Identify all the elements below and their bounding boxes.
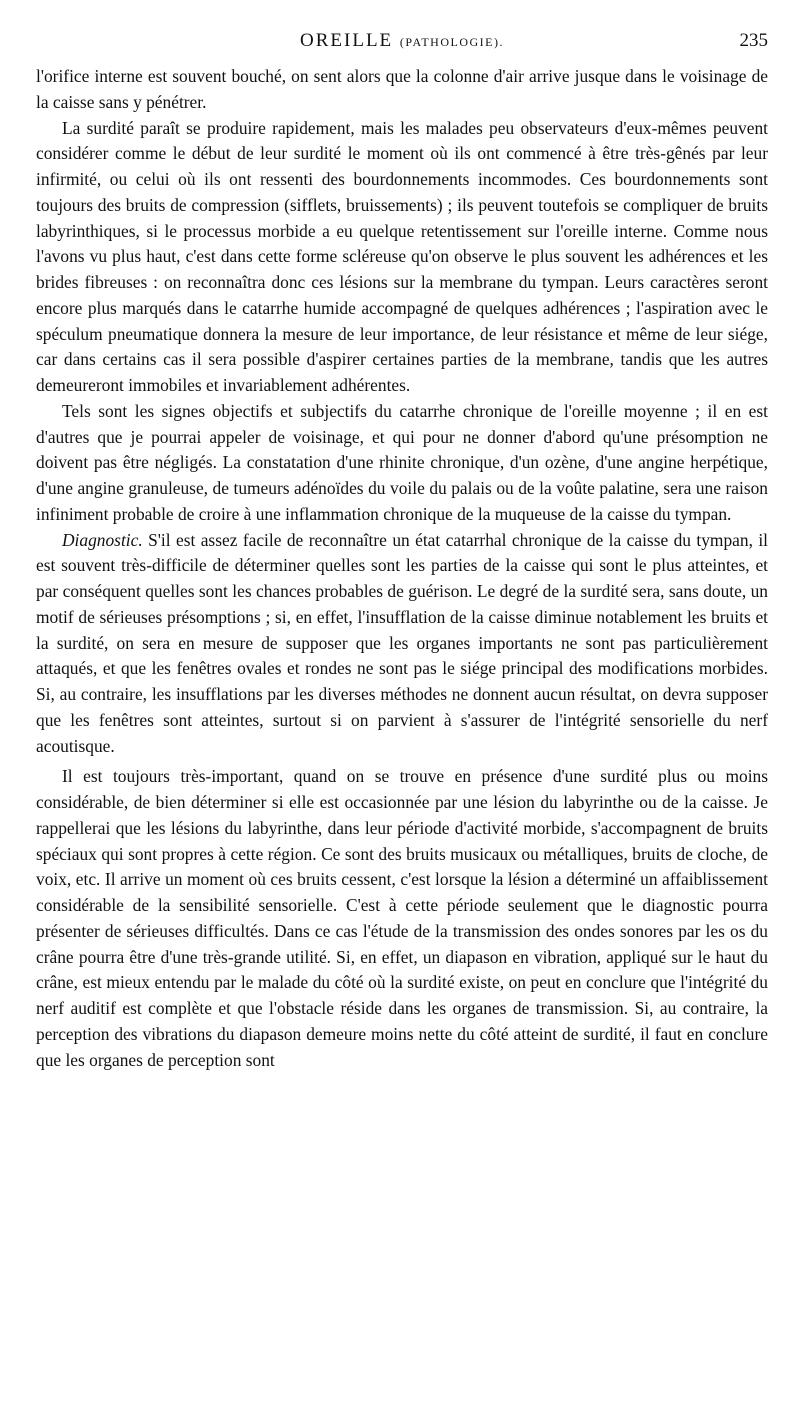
paragraph-diagnostic bbox=[36, 528, 768, 760]
paragraph-surdite: La surdité paraît se produire rapidement, mais les malades peu observateurs d'eux-mêmes peuvent considérer comme le début de leur surdité le moment où ils ont commencé à être très-gênés par leur infirmité, ou celui où ils ont ressenti des bourdonnements incommodes. Ces bourdonnements sont toujours des bruits de compression (sifflets, bruissements) ; ils peuvent toutefois se compliquer de bruits labyrinthiques, si le processus morbide a eu quelque retentissement sur l'oreille interne. Comme nous l'avons vu plus haut, c'est dans cette forme scléreuse qu'on observe le plus souvent les adhérences et les brides fibreuses : on reconnaîtra donc ces lésions sur la membrane du tympan. Leurs caractères seront encore plus marqués dans le catarrhe humide accompagné de quelques adhérences ; l'aspiration avec le spéculum pneumatique donnera la mesure de leur importance, de leur résistance et même de leur siége, car dans certains cas il sera possible d'aspirer certaines parties de la membrane, tandis que les autres demeureront immobiles et invariablement adhérentes. bbox=[36, 117, 768, 395]
paragraph-continued: l'orifice interne est souvent bouché, on sent alors que la colonne d'air arrive jusque dans le voisinage de la caisse sans y pénétrer. bbox=[36, 66, 768, 112]
diagnostic-text: S'il est assez facile de reconnaître un état catarrhal chronique de la caisse du tympan, il est souvent très-difficile de déterminer quelles sont les parties de la caisse qui sont le plus atteintes, et par conséquent quelles sont les chances probables de guérison. Le degré de la surdité sera, sans doute, un motif de sérieuses présomptions ; si, en effet, l'insufflation de la caisse diminue notablement les bruits et la surdité, on sera en mesure de supposer que les organes importants ne sont pas particulièrement attaqués, et que les fenêtres ovales et rondes ne sont pas le siége principal des modifications morbides. Si, au contraire, les insufflations par les diverses méthodes ne donnent aucun résultat, on devra supposer que les fenêtres sont atteintes, surtout si on parvient à s'assurer de l'intégrité sensorielle du nerf acoutisque. bbox=[36, 529, 768, 756]
running-title bbox=[36, 30, 768, 52]
page-number: 235 bbox=[739, 30, 768, 51]
running-header bbox=[36, 30, 768, 56]
paragraph-signes: Tels sont les signes objectifs et subjectifs du catarrhe chronique de l'oreille moyenne ; il en est d'autres que je pourrai appeler de voisinage, et qui pour ne donner d'abord qu'une présomption ne doivent pas être négligés. La constatation d'une rhinite chronique, d'un ozène, d'une angine herpétique, d'une angine granuleuse, de tumeurs adénoïdes du voile du palais ou de la voûte palatine, sera une raison infiniment probable de croire à une inflammation chronique de la muqueuse de la caisse du tympan. bbox=[36, 400, 768, 524]
body-text bbox=[36, 64, 768, 1073]
header-title: OREILLE bbox=[300, 30, 394, 51]
paragraph-labyrinthe: Il est toujours très-important, quand on se trouve en présence d'une surdité plus ou moins considérable, de bien déterminer si elle est occasionnée par une lésion du labyrinthe ou de la caisse. Je rappellerai que les lésions du labyrinthe, dans leur période d'activité morbide, s'accompagnent de bruits spéciaux qui sont propres à cette région. Ce sont des bruits musicaux ou métalliques, bruits de cloche, de voix, etc. Il arrive un moment où ces bruits cessent, c'est lorsque la lésion a déterminé un affaiblissement considérable de la sensibilité sensorielle. C'est à cette période seulement que le diagnostic pourra présenter de sérieuses difficultés. Dans ce cas l'étude de la transmission des ondes sonores par les os du crâne pourra être d'une très-grande utilité. Si, en effet, un diapason en vibration, appliqué sur le haut du crâne, est mieux entendu par le malade du côté où la surdité existe, on peut en conclure que l'intégrité du nerf auditif est complète et que l'obstacle réside dans les organes de transmission. Si, au contraire, la perception des vibrations du diapason demeure moins nette du côté atteint de surdité, il faut en conclure que les organes de perception sont bbox=[36, 766, 768, 1070]
header-subtitle: (PATHOLOGIE). bbox=[399, 35, 504, 49]
diagnostic-heading: Diagnostic. bbox=[62, 529, 143, 550]
